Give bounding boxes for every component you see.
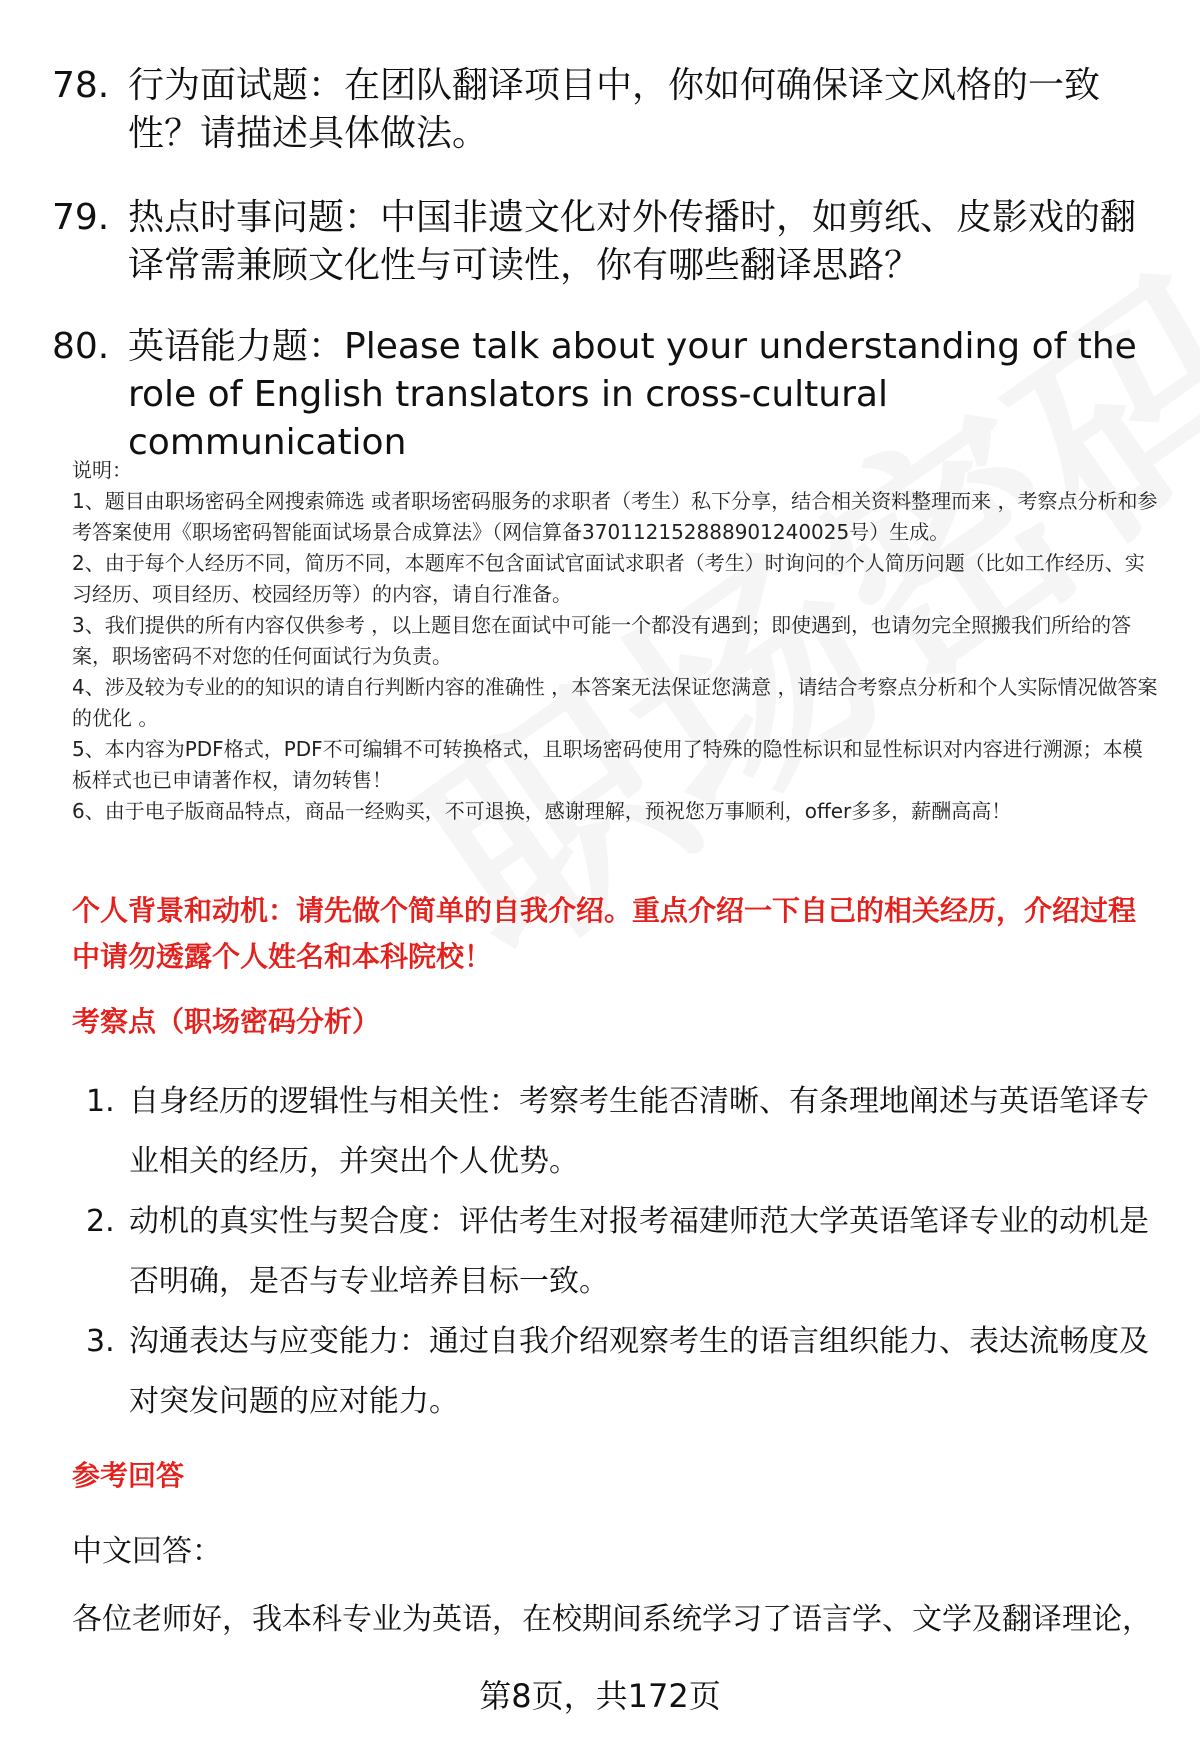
answer-text: 各位老师好，我本科专业为英语，在校期间系统学习了语言学、文学及翻译理论， <box>72 1602 1152 1637</box>
point-number: 1. <box>86 1084 115 1119</box>
point-item <box>72 1192 1162 1312</box>
question-text: 热点时事问题：中国非遗文化对外传播时，如剪纸、皮影戏的翻译常需兼顾文化性与可读性，你有哪些翻译思路？ <box>128 197 1137 286</box>
question-number: 78. <box>52 65 110 106</box>
points-list <box>72 1072 1162 1432</box>
question-number: 80. <box>52 326 110 367</box>
point-item <box>72 1312 1162 1432</box>
question-78 <box>52 62 1162 158</box>
notes-block <box>72 455 1162 827</box>
section-answer-title: 参考回答 <box>72 1459 185 1492</box>
question-79 <box>52 194 1162 290</box>
notes-heading: 说明： <box>72 458 132 482</box>
note-item-5: 5、本内容为PDF格式，PDF不可编辑不可转换格式，且职场密码使用了特殊的隐性标识和显性标识对内容进行溯源；本模板样式也已申请著作权，请勿转售！ <box>72 737 1143 792</box>
note-item-6: 6、由于电子版商品特点，商品一经购买，不可退换，感谢理解，预祝您万事顺利，offer多多，薪酬高高！ <box>72 799 1012 823</box>
point-text: 自身经历的逻辑性与相关性：考察考生能否清晰、有条理地阐述与英语笔译专业相关的经历，并突出个人优势。 <box>129 1084 1149 1179</box>
note-item-1: 1、题目由职场密码全网搜索筛选 或者职场密码服务的求职者（考生）私下分享，结合相关资料整理而来 ，考察点分析和参考答案使用《职场密码智能面试场景合成算法》（网信算备370112152888901240025号）生成。 <box>72 489 1158 544</box>
note-item-4: 4、涉及较为专业的的知识的请自行判断内容的准确性 ，本答案无法保证您满意 ，请结合考察点分析和个人实际情况做答案的优化 。 <box>72 675 1158 730</box>
answer-label: 中文回答： <box>72 1534 222 1569</box>
section-points-title: 考察点（职场密码分析） <box>72 1005 381 1038</box>
question-80 <box>52 323 1162 467</box>
page-footer: 第8页，共172页 <box>479 1677 721 1715</box>
question-text: 行为面试题：在团队翻译项目中，你如何确保译文风格的一致性？请描述具体做法。 <box>128 65 1101 154</box>
point-text: 动机的真实性与契合度：评估考生对报考福建师范大学英语笔译专业的动机是否明确，是否与专业培养目标一致。 <box>129 1204 1149 1299</box>
point-number: 2. <box>86 1204 115 1239</box>
point-item <box>72 1072 1162 1192</box>
note-item-2: 2、由于每个人经历不同，简历不同，本题库不包含面试官面试求职者（考生）时询问的个人简历问题（比如工作经历、实习经历、项目经历、校园经历等）的内容，请自行准备。 <box>72 551 1145 606</box>
section-question: 个人背景和动机：请先做个简单的自我介绍。重点介绍一下自己的相关经历，介绍过程中请勿透露个人姓名和本科院校！ <box>72 894 1137 973</box>
note-item-3: 3、我们提供的所有内容仅供参考 ，以上题目您在面试中可能一个都没有遇到；即使遇到，也请勿完全照搬我们所给的答案，职场密码不对您的任何面试行为负责。 <box>72 613 1132 668</box>
question-number: 79. <box>52 197 110 238</box>
point-number: 3. <box>86 1324 115 1359</box>
question-text: 英语能力题：Please talk about your understanding of the role of English translators in cross-cultural communication <box>128 326 1137 463</box>
point-text: 沟通表达与应变能力：通过自我介绍观察考生的语言组织能力、表达流畅度及对突发问题的应对能力。 <box>129 1324 1149 1419</box>
